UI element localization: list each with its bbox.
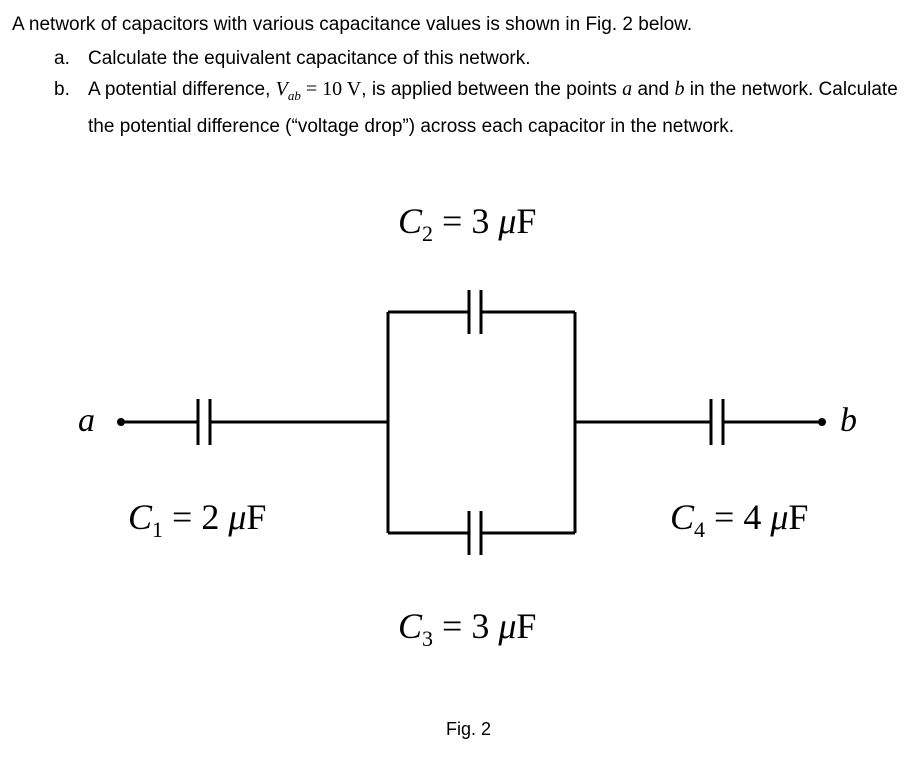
question-b-text-mid: , is applied between the points [361,79,623,100]
point-a-symbol: a [622,78,633,100]
problem-intro: A network of capacitors with various capacitance values is shown in Fig. 2 below. [12,14,693,35]
question-b-text-before: A potential difference, [88,79,276,100]
capacitor-c3-label: $C_3 = 3$ μF [398,606,537,652]
question-b-text-and: and [632,79,675,100]
node-b-label: b [840,402,857,439]
voltage-symbol: $V_{ab}$ [275,78,301,103]
question-b-text-after: in the network. Calculate the potential difference (“voltage drop”) across each capacitor in the network. [88,79,898,137]
point-b-symbol: b [674,78,685,100]
capacitor-c2-label: $C_2 = 3$ μF [398,201,537,247]
question-a-text: Calculate the equivalent capacitance of this network. [88,48,531,69]
capacitor-c4-label: $C_4 = 4$ μF [670,497,809,543]
node-a-label: a [78,402,95,439]
figure-caption: Fig. 2 [446,719,492,739]
capacitor-c1-label: $C_1 = 2$ μF [128,497,267,543]
question-a-marker: a. [54,48,70,69]
voltage-value: = 10 V [300,78,362,100]
question-b-marker: b. [54,79,70,100]
